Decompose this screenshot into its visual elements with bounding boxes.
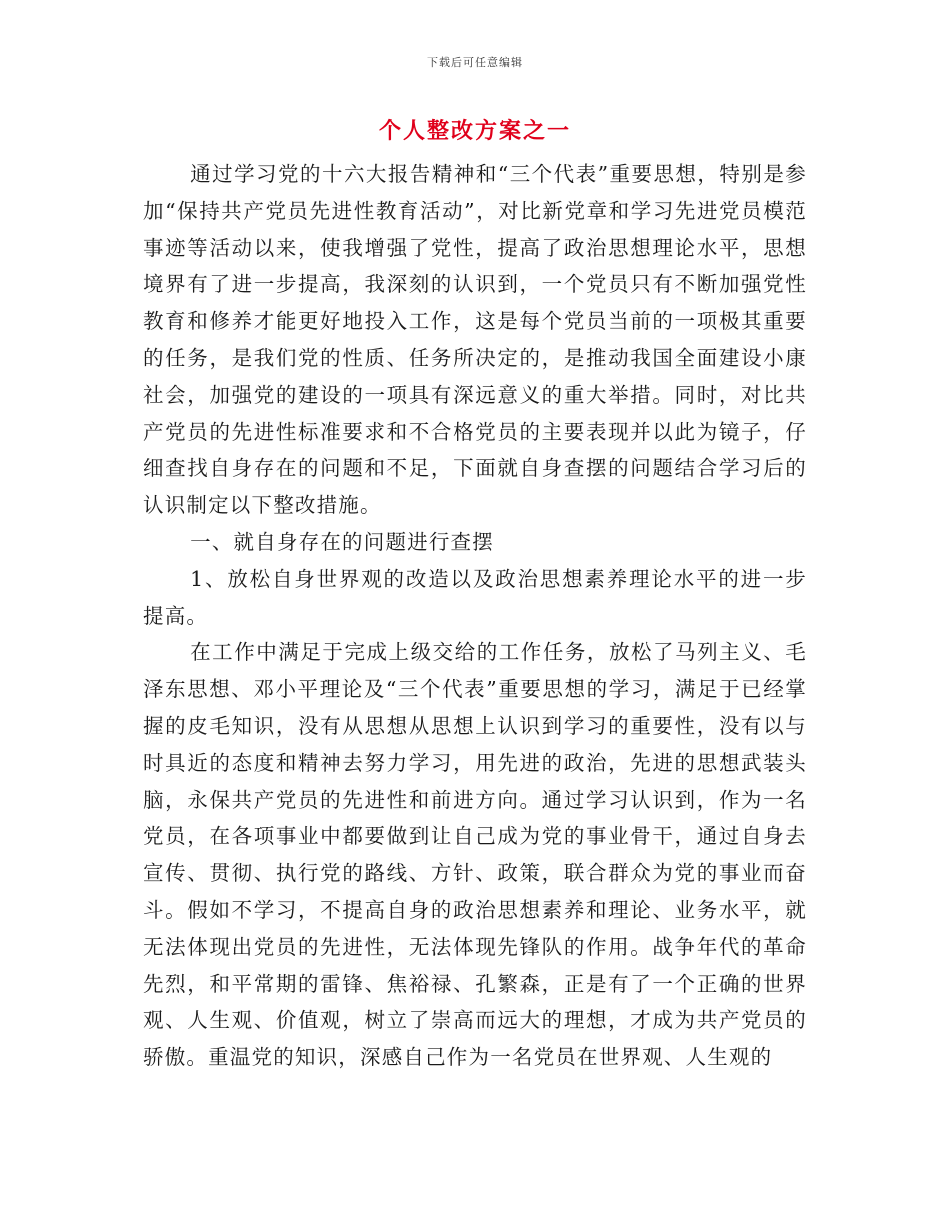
subsection-heading: 1、放松自身世界观的改造以及政治思想素养理论水平的进一步提高。 xyxy=(143,566,807,628)
paragraph-detail: 在工作中满足于完成上级交给的工作任务，放松了马列主义、毛泽东思想、邓小平理论及“三个代表”重要思想的学习，满足于已经掌握的皮毛知识，没有从思想从思想上认识到学习的重要性，没有以与时具近的态度和精神去努力学习，用先进的政治，先进的思想武装头脑，永保共产党员的先进性和前进方向。通过学习认识到，作为一名党员，在各项事业中都要做到让自己成为党的事业骨干，通过自身去宣传、贯彻、执行党的路线、方针、政策，联合群众为党的事业而奋斗。假如不学习，不提高自身的政治思想素养和理论、业务水平，就无法体现出党员的先进性，无法体现先锋队的作用。战争年代的革命先烈，和平常期的雷锋、焦裕禄、孔繁森，正是有了一个正确的世界观、人生观、价值观，树立了崇高而远大的理想，才成为共产党员的骄傲。重温党的知识，深感自己作为一名党员在世界观、人生观的 xyxy=(143,640,807,1070)
document-title: 个人整改方案之一 xyxy=(378,118,571,144)
paragraph-intro: 通过学习党的十六大报告精神和“三个代表”重要思想，特别是参加“保持共产党员先进性教育活动”，对比新党章和学习先进党员模范事迹等活动以来，使我增强了党性，提高了政治思想理论水平，思想境界有了进一步提高，我深刻的认识到，一个党员只有不断加强党性教育和修养才能更好地投入工作，这是每个党员当前的一项极其重要的任务，是我们党的性质、任务所决定的，是推动我国全面建设小康社会，加强党的建设的一项具有深远意义的重大举措。同时，对比共产党员的先进性标准要求和不合格党员的主要表现并以此为镜子，仔细查找自身存在的问题和不足，下面就自身查摆的问题结合学习后的认识制定以下整改措施。 xyxy=(143,162,807,518)
section-heading: 一、就自身存在的问题进行查摆 xyxy=(190,529,494,554)
document-body xyxy=(143,156,807,1076)
page-header-note: 下载后可任意编辑 xyxy=(427,56,523,69)
